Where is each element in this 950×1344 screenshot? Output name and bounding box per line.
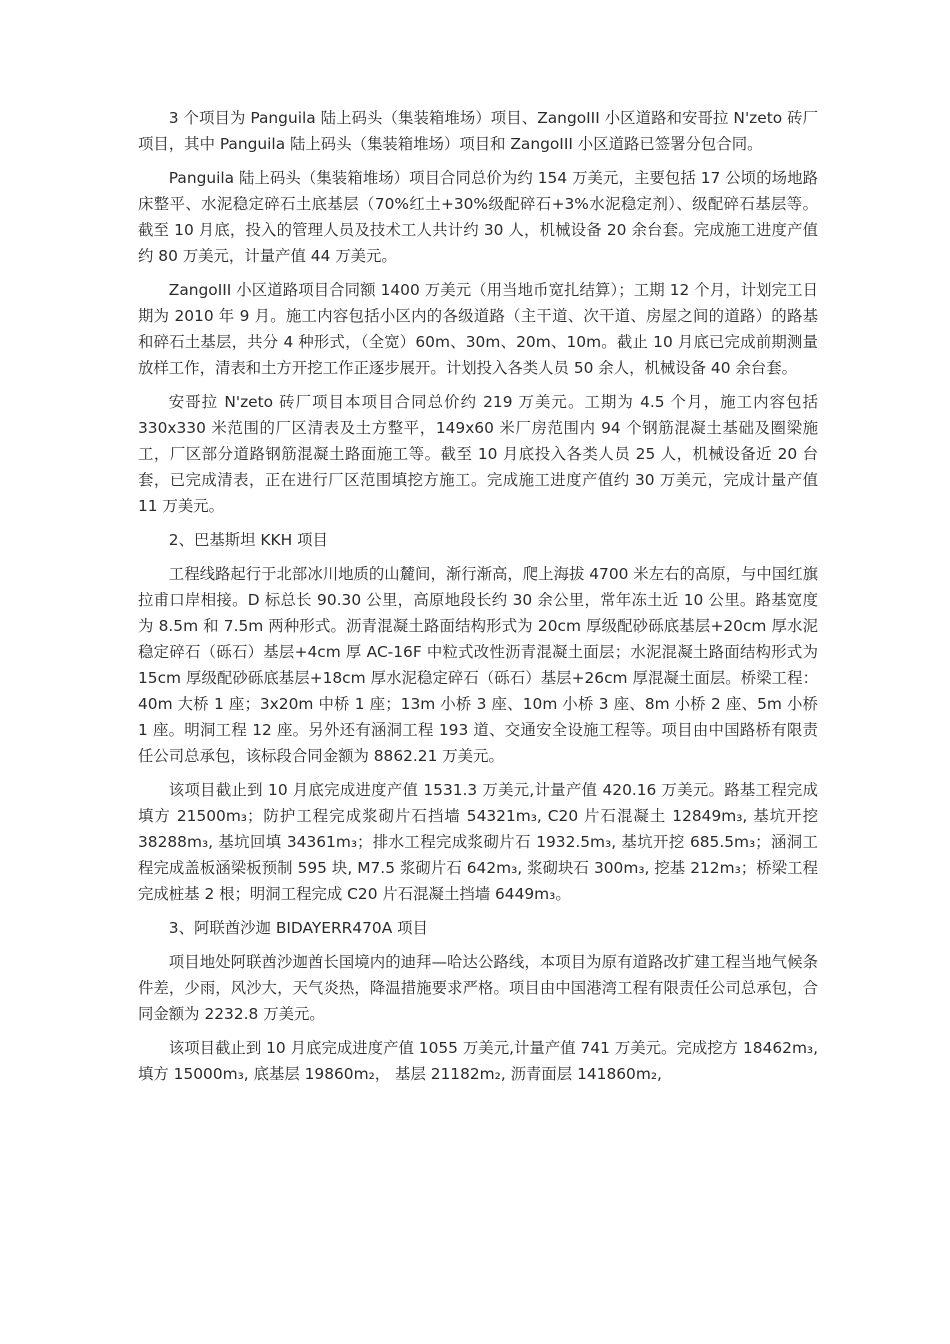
paragraph-nzeto: 安哥拉 N'zeto 砖厂项目本项目合同总价约 219 万美元。工期为 4.5 个月，施工内容包括 330x330 米范围的厂区清表及土方整平，149x60 米厂房范围内 94 个钢筋混凝土基础及圈梁施工，厂区部分道路钢筋混凝土路面施工等。截至 10 月底投入各类人员 25 人，机械设备近 20 台套，已完成清表，正在进行厂区范围填挖方施工。完成施工进度产值约 30 万美元，完成计量产值 11 万美元。: [138, 393, 818, 515]
paragraph-panguila: Panguila 陆上码头（集装箱堆场）项目合同总价为约 154 万美元，主要包括 17 公顷的场地路床整平、水泥稳定碎石土底基层（70%红土+30%级配碎石+3%水泥稳定剂）、级配碎石基层等。截至 10 月底，投入的管理人员及技术工人共计约 30 人，机械设备 20 余台套。完成施工进度产值约 80 万美元，计量产值 44 万美元。: [138, 169, 818, 265]
paragraph-sharjah-progress: 该项目截止到 10 月底完成进度产值 1055 万美元,计量产值 741 万美元。完成挖方 18462m₃,填方 15000m₃, 底基层 19860m₂， 基层 21182m₂, 沥青面层 141860m₂,: [138, 1039, 818, 1083]
section-heading-sharjah: 3、阿联酋沙迦 BIDAYERR470A 项目: [168, 919, 428, 937]
paragraph-kkh-description: 工程线路起行于北部冰川地质的山麓间，渐行渐高，爬上海拔 4700 米左右的高原，与中国红旗拉甫口岸相接。D 标总长 90.30 公里，高原地段长约 30 余公里，常年冻土近 10 公里。路基宽度为 8.5m 和 7.5m 两种形式。沥青混凝土路面结构形式为 20cm 厚级配砂砾底基层+20cm 厚水泥稳定碎石（砾石）基层+4cm 厚 AC-16F 中粒式改性沥青混凝土面层；水泥混凝土路面结构形式为 15cm 厚级配砂砾底基层+18cm 厚水泥稳定碎石（砾石）基层+26cm 厚混凝土面层。桥梁工程：40m 大桥 1 座；3x20m 中桥 1 座；13m 小桥 3 座、10m 小桥 3 座、8m 小桥 2 座、5m 小桥 1 座。明洞工程 12 座。另外还有涵洞工程 193 道、交通安全设施工程等。项目由中国路桥有限责任公司总承包，该标段合同金额为 8862.21 万美元。: [138, 565, 818, 765]
paragraph-zangoiii: ZangoIII 小区道路项目合同额 1400 万美元（用当地币宽扎结算）；工期 12 个月，计划完工日期为 2010 年 9 月。施工内容包括小区内的各级道路（主干道、次干道、房屋之间的道路）的路基和碎石土基层，共分 4 种形式，（全宽）60m、30m、20m、10m。截止 10 月底已完成前期测量放样工作，清表和土方开挖工作正逐步展开。计划投入各类人员 50 余人，机械设备 40 余台套。: [138, 281, 818, 377]
paragraph-sharjah-description: 项目地处阿联酋沙迦酋长国境内的迪拜—哈达公路线，本项目为原有道路改扩建工程当地气候条件差，少雨，风沙大，天气炎热，降温措施要求严格。项目由中国港湾工程有限责任公司总承包，合同金额为 2232.8 万美元。: [138, 953, 818, 1023]
section-heading-kkh: 2、巴基斯坦 KKH 项目: [168, 531, 328, 549]
document-page: [138, 105, 818, 1095]
paragraph-angola-projects-intro: 3 个项目为 Panguila 陆上码头（集装箱堆场）项目、ZangoIII 小区道路和安哥拉 N'zeto 砖厂项目，其中 Panguila 陆上码头（集装箱堆场）项目和 ZangoIII 小区道路已签署分包合同。: [138, 109, 818, 153]
paragraph-kkh-progress: 该项目截止到 10 月底完成进度产值 1531.3 万美元,计量产值 420.16 万美元。路基工程完成填方 21500m₃；防护工程完成浆砌片石挡墙 54321m₃, C20 片石混凝土 12849m₃, 基坑开挖 38288m₃, 基坑回填 34361m₃；排水工程完成浆砌片石 1932.5m₃, 基坑开挖 685.5m₃；涵洞工程完成盖板涵梁板预制 595 块, M7.5 浆砌片石 642m₃, 浆砌块石 300m₃, 挖基 212m₃；桥梁工程完成桩基 2 根；明洞工程完成 C20 片石混凝土挡墙 6449m₃。: [138, 781, 818, 903]
